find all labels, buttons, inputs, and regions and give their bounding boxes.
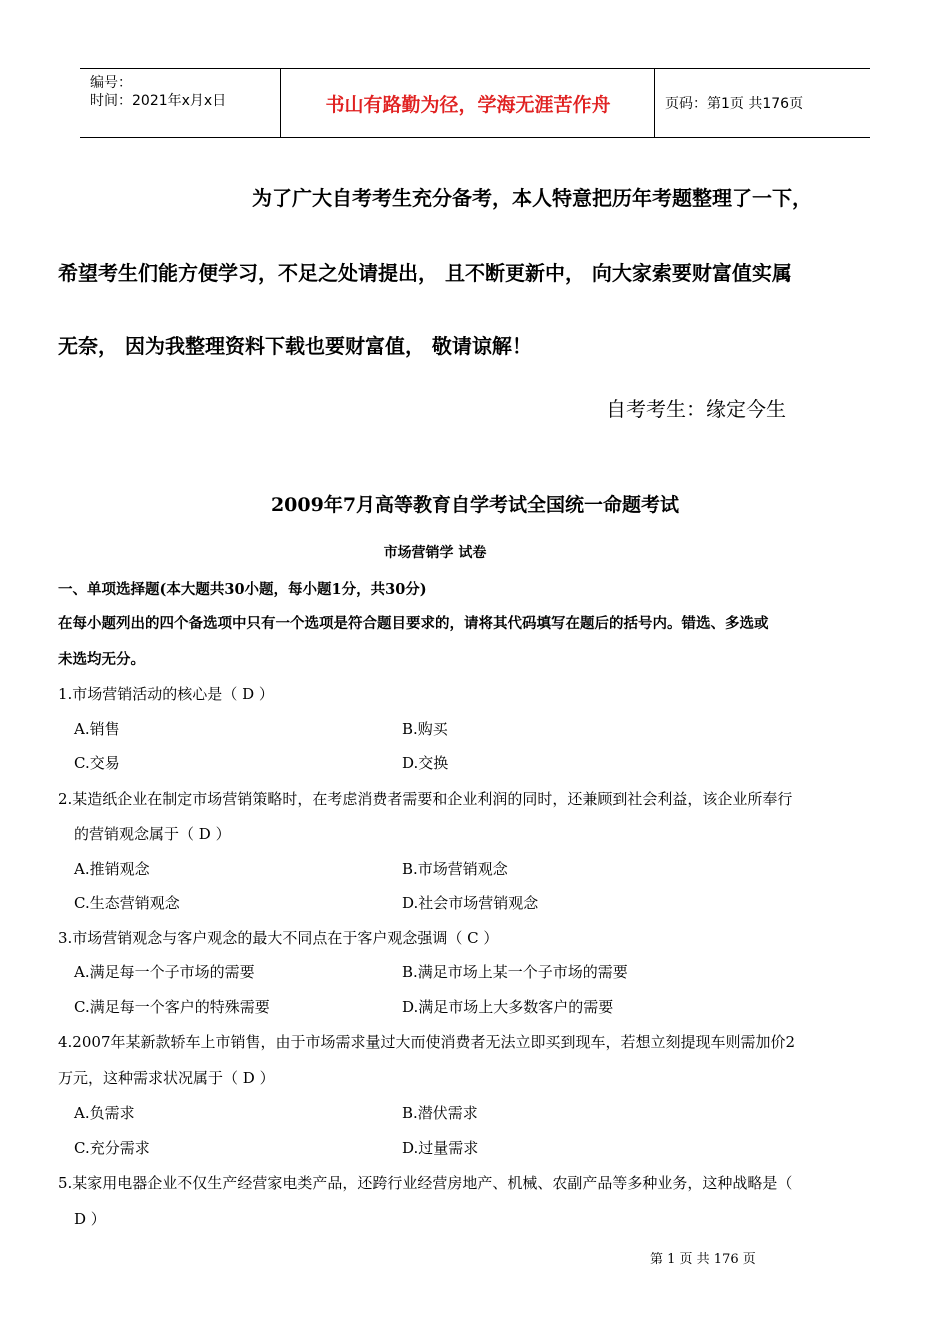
exam-subtitle: 市场营销学 试卷 bbox=[383, 545, 487, 561]
option-d: D.过量需求 bbox=[402, 1139, 479, 1157]
question-2: 2.某造纸企业在制定市场营销策略时，在考虑消费者需要和企业利润的同时，还兼顾到社会利益，该企业所奉行 bbox=[58, 790, 793, 808]
option-d: D.社会市场营销观念 bbox=[402, 894, 539, 912]
option-b: B.满足市场上某一个子市场的需要 bbox=[402, 963, 628, 981]
option-a: A.销售 bbox=[74, 720, 120, 738]
option-b: B.购买 bbox=[402, 720, 448, 738]
option-a: A.负需求 bbox=[74, 1104, 135, 1122]
intro-signature: 自考考生：缘定今生 bbox=[606, 397, 786, 421]
option-c: C.生态营销观念 bbox=[74, 894, 180, 912]
instruction-line-1: 在每小题列出的四个备选项中只有一个选项是符合题目要求的，请将其代码填写在题后的括号内。错选、多选或 bbox=[58, 615, 769, 632]
question-5-cont: D ） bbox=[74, 1210, 106, 1228]
option-d: D.交换 bbox=[402, 754, 449, 772]
option-c: C.充分需求 bbox=[74, 1139, 150, 1157]
question-2-cont: 的营销观念属于（ D ） bbox=[74, 825, 231, 843]
option-a: A.推销观念 bbox=[74, 860, 150, 878]
question-3: 3.市场营销观念与客户观念的最大不同点在于客户观念强调（ C ） bbox=[58, 929, 499, 947]
question-4-cont: 万元，这种需求状况属于（ D ） bbox=[58, 1069, 275, 1087]
header-divider bbox=[654, 69, 655, 137]
intro-line-2: 希望考生们能方便学习，不足之处请提出， 且不断更新中， 向大家索要财富值实属 bbox=[58, 261, 792, 285]
header-motto: 书山有路勤为径，学海无涯苦作舟 bbox=[325, 93, 611, 116]
page-header bbox=[80, 68, 870, 138]
intro-line-3: 无奈， 因为我整理资料下载也要财富值， 敬请谅解！ bbox=[58, 334, 532, 358]
instruction-line-2: 未选均无分。 bbox=[58, 651, 145, 668]
option-a: A.满足每一个子市场的需要 bbox=[74, 963, 255, 981]
exam-title: 2009年7月高等教育自学考试全国统一命题考试 bbox=[270, 494, 680, 516]
page-footer: 第 1 页 共 176 页 bbox=[650, 1252, 756, 1267]
section-heading: 一、单项选择题(本大题共30小题，每小题1分，共30分) bbox=[58, 581, 427, 598]
intro-line-1: 为了广大自考考生充分备考，本人特意把历年考题整理了一下， bbox=[252, 186, 812, 210]
header-divider bbox=[280, 69, 281, 137]
date-label: 时间：2021年x月x日 bbox=[90, 93, 227, 109]
header-page-info: 页码：第1页 共176页 bbox=[665, 96, 804, 112]
option-c: C.交易 bbox=[74, 754, 120, 772]
question-5: 5.某家用电器企业不仅生产经营家电类产品，还跨行业经营房地产、机械、农副产品等多种业务，这种战略是（ bbox=[58, 1174, 793, 1192]
number-label: 编号： bbox=[90, 75, 132, 91]
option-c: C.满足每一个客户的特殊需要 bbox=[74, 998, 270, 1016]
question-1: 1.市场营销活动的核心是（ D ） bbox=[58, 685, 274, 703]
option-b: B.潜伏需求 bbox=[402, 1104, 478, 1122]
question-4: 4.2007年某新款轿车上市销售，由于市场需求量过大而使消费者无法立即买到现车，若想立刻提现车则需加价2 bbox=[58, 1033, 796, 1051]
option-d: D.满足市场上大多数客户的需要 bbox=[402, 998, 614, 1016]
option-b: B.市场营销观念 bbox=[402, 860, 508, 878]
header-meta bbox=[80, 69, 280, 137]
